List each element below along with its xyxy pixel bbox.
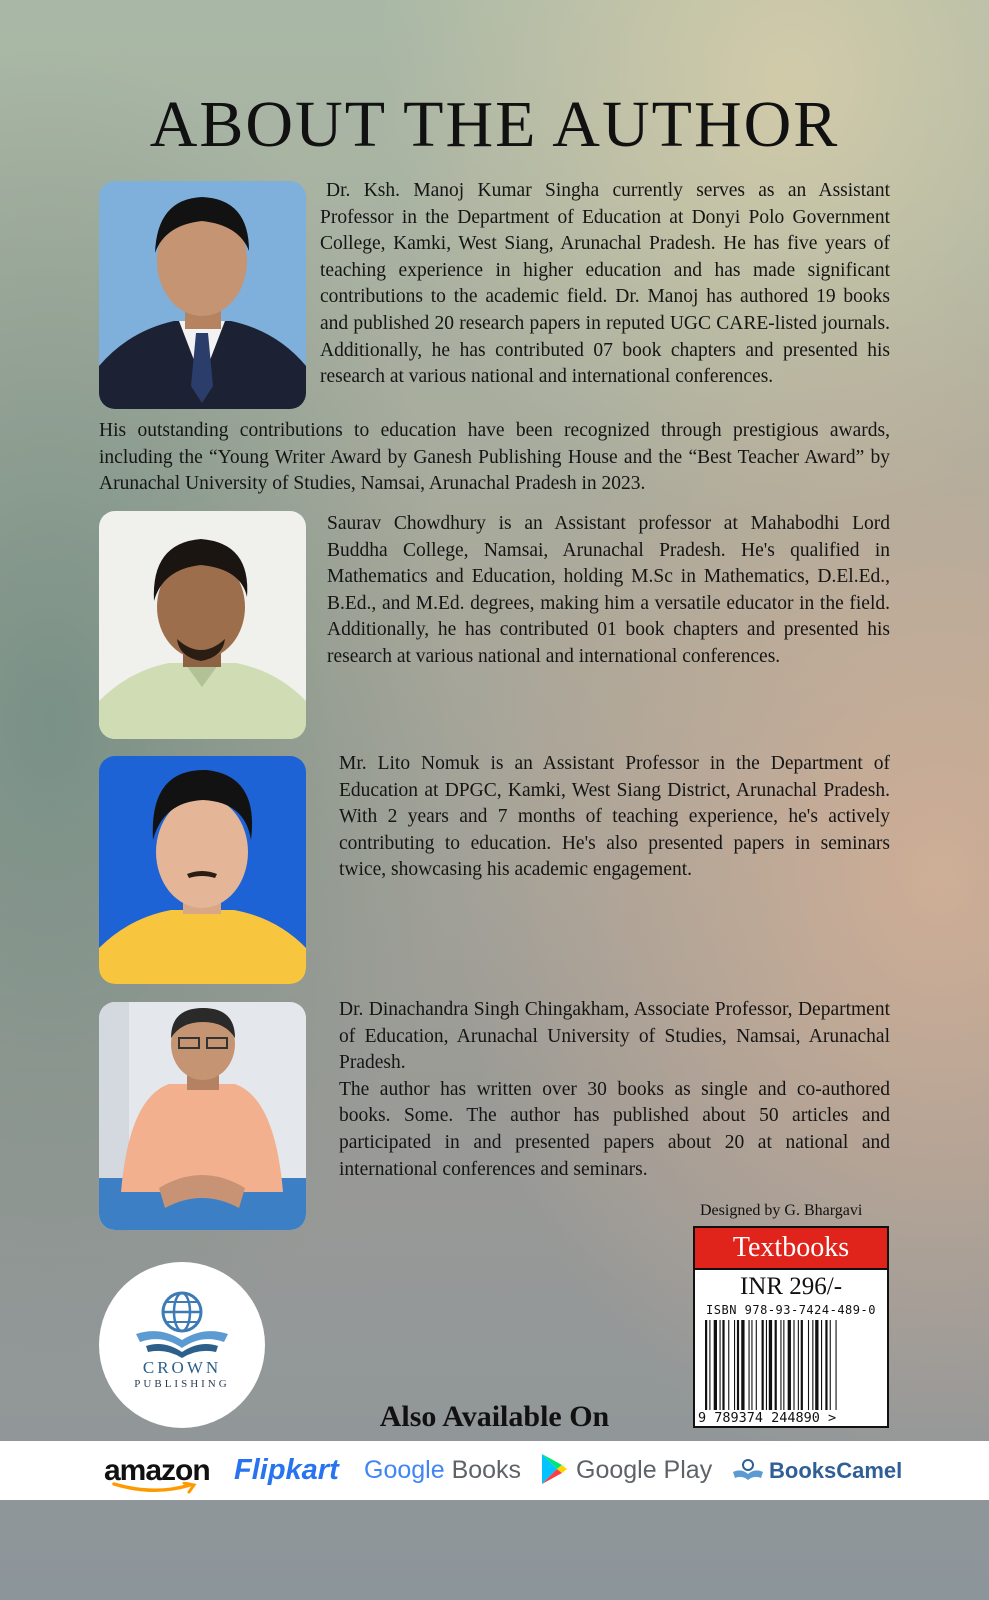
publisher-name: CROWN [142, 1358, 222, 1377]
barcode-bar [728, 1320, 729, 1410]
open-book-icon [731, 1458, 765, 1482]
store-strip [0, 1441, 989, 1500]
barcode-bar [756, 1320, 757, 1410]
barcode-bar [788, 1320, 791, 1410]
category-label: Textbooks [695, 1228, 887, 1270]
barcode-bar [720, 1320, 721, 1410]
author-3-photo [99, 756, 306, 984]
barcode-bar [714, 1320, 717, 1410]
barcode-bar [830, 1320, 831, 1410]
author-4-bio-intro: Dr. Dinachandra Singh Chingakham, Associate Professor, Department of Education, Arunachal University of Studies, Namsai, Arunachal Pradesh. [339, 999, 890, 1074]
barcode-bar [821, 1320, 822, 1410]
author-3-bio: Mr. Lito Nomuk is an Assistant Professor in the Department of Education at DPGC, Kamki, West Siang District, Arunachal Pradesh. With 2 years and 7 months of teaching experience, he's actively contributing to education. He's also presented papers in seminars twice, showcasing his academic engagement. [339, 753, 890, 881]
barcode-bar [780, 1320, 781, 1410]
barcode-bar [815, 1320, 818, 1410]
barcode-bar [769, 1320, 772, 1410]
google-books-logo[interactable] [364, 1441, 521, 1500]
author-1-bio: Dr. Ksh. Manoj Kumar Singha currently serves as an Assistant Professor in the Department of Education at Donyi Polo Government College, Kamki, West Siang, Arunachal Pradesh. He has five years of teaching experience in higher education and has made significant contributions to the academic field. Dr. Manoj has authored 19 books and published 20 research papers in reputed UGC CARE-listed journals. Additionally, he has contributed 07 book chapters and presented his research at various national and international conferences. [320, 180, 890, 388]
amazon-smile-icon [112, 1482, 198, 1494]
barcode-bars [701, 1320, 881, 1410]
barcode-bar [722, 1320, 724, 1410]
barcode-bar [798, 1320, 799, 1410]
barcode-bar [709, 1320, 710, 1410]
author-2-bio: Saurav Chowdhury is an Assistant professor at Mahabodhi Lord Buddha College, Namsai, Arunachal Pradesh. He's qualified in Mathematics and Education, holding M.Sc in Mathematics, D.El.Ed., B.Ed., and M.Ed. degrees, making him a versatile educator in the field. Additionally, he has contributed 01 book chapters and presented his research at various national and international conferences. [327, 513, 890, 667]
globe-book-icon [132, 1290, 232, 1360]
google-books-label: Books [451, 1456, 522, 1484]
barcode-bar [836, 1320, 837, 1410]
barcode-bar [766, 1320, 767, 1410]
publisher-subtitle: PUBLISHING [134, 1378, 230, 1390]
barcode-box [693, 1226, 889, 1428]
barcode-bar [808, 1320, 809, 1410]
author-1-photo [99, 181, 306, 409]
barcode-bar [762, 1320, 764, 1410]
author-4-bio [339, 997, 890, 1183]
author-4-photo [99, 1002, 306, 1230]
google-books-google: Google [364, 1456, 445, 1484]
barcode-bar [749, 1320, 750, 1410]
flipkart-logo[interactable]: Flipkart [234, 1454, 339, 1486]
barcode-bar [734, 1320, 735, 1410]
amazon-logo[interactable] [104, 1441, 210, 1500]
barcode-digits: 9 789374 244890 > [698, 1410, 837, 1426]
barcode-bar [783, 1320, 784, 1410]
designer-credit: Designed by G. Bhargavi [700, 1202, 863, 1219]
bookscamel-label: BooksCamel [769, 1458, 903, 1483]
barcode-bar [705, 1320, 707, 1410]
author-4-bio-continued: The author has written over 30 books as single and co-authored books. Some. The author has published about 50 articles and participated in and presented papers about 20 at national and international conferences and seminars. [339, 1078, 890, 1180]
barcode-bar [793, 1320, 794, 1410]
barcode-bar [751, 1320, 752, 1410]
also-available-heading: Also Available On [379, 1400, 610, 1433]
google-play-logo[interactable] [540, 1441, 712, 1500]
barcode-bar [825, 1320, 827, 1410]
amazon-label: amazon [104, 1454, 210, 1487]
author-1-bio-continued: His outstanding contributions to education have been recognized through prestigious awards, including the “Young Writer Award by Ganesh Publishing House and the “Best Teacher Award” by Arunachal University of Studies, Namsai, Arunachal Pradesh in 2023. [99, 420, 890, 495]
barcode-bar [741, 1320, 744, 1410]
bookscamel-logo[interactable] [731, 1441, 902, 1500]
barcode-bar [812, 1320, 813, 1410]
barcode-bar [775, 1320, 777, 1410]
author-2-photo [99, 511, 306, 739]
google-play-icon [540, 1453, 568, 1485]
price: INR 296/- [739, 1273, 843, 1300]
google-play-label: Google Play [576, 1456, 713, 1484]
barcode-bar [801, 1320, 803, 1410]
isbn: ISBN 978-93-7424-489-0 [706, 1303, 876, 1317]
barcode-bar [737, 1320, 739, 1410]
page-title: ABOUT THE AUTHOR [149, 88, 840, 161]
